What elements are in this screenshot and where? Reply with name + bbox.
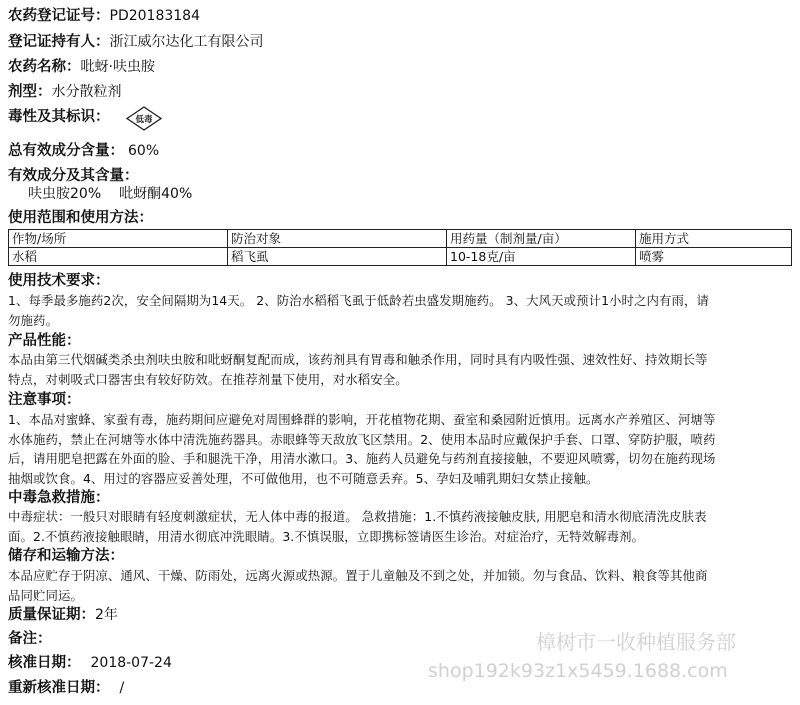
ingredients-label: 有效成分及其含量： — [8, 168, 139, 184]
toxicity-label: 毒性及其标识： — [8, 109, 110, 125]
holder-label: 登记证持有人： — [8, 34, 110, 50]
total-content-label: 总有效成分含量： — [8, 143, 124, 159]
total-content-value: 60% — [128, 143, 160, 159]
storage-text — [8, 566, 792, 605]
reg-no-row — [8, 6, 200, 26]
watermark-shop-name: 樟树市一收种植服务部 — [536, 630, 736, 654]
table-header-cell: 防治对象 — [228, 230, 447, 248]
approval-label: 核准日期： — [8, 655, 81, 671]
storage-section-title: 储存和运输方法： — [8, 548, 124, 564]
table-header-row — [9, 230, 792, 248]
reg-no-label: 农药登记证号： — [8, 8, 110, 24]
firstaid-section-title: 中毒急救措施： — [8, 490, 110, 506]
table-cell: 水稻 — [9, 248, 228, 266]
form-value: 水分散粒剂 — [51, 84, 122, 100]
reapproval-label: 重新核准日期： — [8, 680, 110, 696]
tech-text — [8, 291, 792, 330]
name-row — [8, 57, 155, 77]
warranty-row — [8, 605, 118, 625]
firstaid-text — [8, 507, 792, 546]
usage-table — [8, 229, 792, 266]
table-cell: 喷雾 — [636, 248, 792, 266]
notes-text — [8, 410, 792, 488]
name-label: 农药名称： — [8, 59, 81, 75]
usage-section-title: 使用范围和使用方法： — [8, 210, 153, 226]
warranty-value: 2年 — [95, 607, 118, 623]
form-row — [8, 82, 122, 102]
holder-row — [8, 32, 264, 52]
table-row — [9, 248, 792, 266]
low-toxicity-badge-icon — [126, 106, 162, 131]
toxicity-row — [8, 107, 110, 127]
text-line: 本品应贮存于阴凉、通风、干燥、防雨处，远离火源或热源。置于儿童触及不到之处，并加锁。勿与食品、饮料、粮食等其他商 — [8, 568, 708, 583]
text-line: 特点，对刺吸式口器害虫有较好防效。在推荐剂量下使用，对水稻安全。 — [8, 371, 408, 387]
text-line: 品同贮同运。 — [8, 587, 83, 603]
text-line: 抽烟或饮食。4、用过的容器应妥善处理，不可做他用，也不可随意丢弃。5、孕妇及哺乳期妇女禁止接触。 — [8, 470, 599, 486]
reapproval-value: / — [119, 680, 125, 696]
form-label: 剂型： — [8, 84, 52, 100]
ingredients-row — [8, 166, 139, 186]
table-header-cell: 用药量（制剂量/亩） — [447, 230, 636, 248]
approval-row — [8, 653, 172, 673]
name-value: 吡蚜·呋虫胺 — [80, 59, 155, 75]
table-cell: 10-18克/亩 — [447, 248, 636, 266]
perf-section-title: 产品性能： — [8, 333, 81, 349]
text-line: 水体施药，禁止在河塘等水体中清洗施药器具。赤眼蜂等天敌放飞区禁用。2、使用本品时应戴保护手套、口罩、穿防护服，喷药 — [8, 431, 716, 447]
watermark-shop-url: shop192k93z1x5459.1688.com — [428, 660, 728, 682]
table-header-cell: 施用方式 — [636, 230, 792, 248]
remarks-label: 备注： — [8, 631, 52, 647]
toxicity-badge-text: 低毒 — [135, 115, 153, 125]
text-line: 中毒症状：一般只对眼睛有轻度刺激症状，无人体中毒的报道。 急救措施：1.不慎药液接触皮肤, 用肥皂和清水彻底清洗皮肤表 — [8, 509, 707, 524]
text-line: 1、本品对蜜蜂、家蚕有毒，施药期间应避免对周围蜂群的影响，开花植物花期、蚕室和桑园附近慎用。远离水产养殖区、河塘等 — [8, 412, 716, 427]
ingredient-item: 呋虫胺20% — [28, 186, 102, 202]
table-header-cell: 作物/场所 — [9, 230, 228, 248]
reg-no-value: PD20183184 — [109, 8, 200, 24]
tech-section-title: 使用技术要求： — [8, 273, 110, 289]
text-line: 勿施药。 — [8, 312, 58, 328]
holder-value: 浙江威尔达化工有限公司 — [109, 34, 264, 50]
reapproval-row — [8, 678, 124, 698]
table-cell: 稻飞虱 — [228, 248, 447, 266]
text-line: 本品由第三代烟碱类杀虫剂呋虫胺和吡蚜酮复配而成，该药剂具有胃毒和触杀作用，同时具有内吸性强、速效性好、持效期长等 — [8, 352, 708, 367]
text-line: 后，请用肥皂把露在外面的脸、手和腿洗干净，用清水漱口。3、施药人员避免与药剂直接接触，不要迎风喷雾，切勿在施药现场 — [8, 451, 716, 467]
warranty-label: 质量保证期： — [8, 607, 95, 623]
notes-section-title: 注意事项： — [8, 392, 81, 408]
remarks-row — [8, 629, 52, 649]
text-line: 1、每季最多施药2次，安全间隔期为14天。 2、防治水稻稻飞虱于低龄若虫盛发期施药。 3、大风天或预计1小时之内有雨，请 — [8, 293, 709, 308]
ingredient-item: 吡蚜酮40% — [119, 186, 193, 202]
total-content-row — [8, 141, 159, 161]
approval-value: 2018-07-24 — [90, 655, 172, 671]
perf-text — [8, 350, 792, 389]
ingredients-list — [28, 184, 192, 204]
text-line: 面。2.不慎药液接触眼睛，用清水彻底冲洗眼睛。3.不慎误服，立即携标签请医生诊治。对症治疗，无特效解毒剂。 — [8, 528, 645, 544]
